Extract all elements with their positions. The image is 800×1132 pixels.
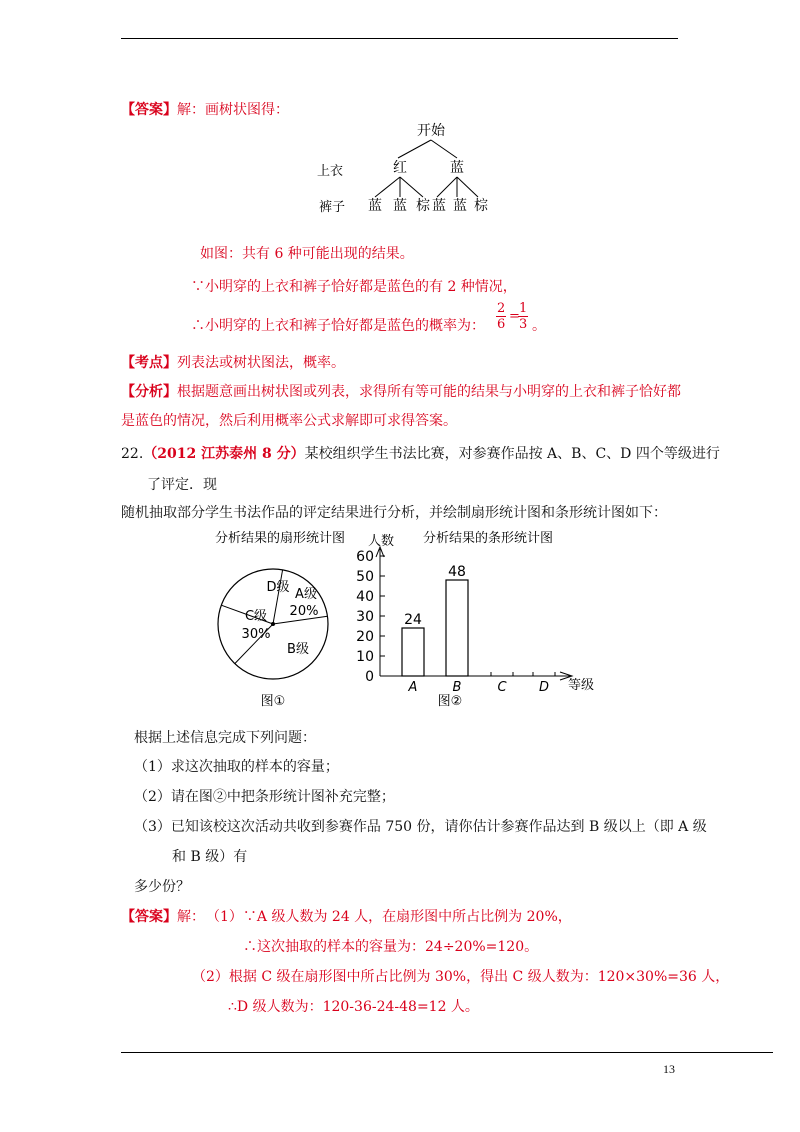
tree-diagram: [305, 115, 505, 225]
question-22-line-3: 随机抽取部分学生书法作品的评定结果进行分析，并绘制扇形统计图和条形统计图如下：: [121, 505, 667, 521]
answer-2-line-2: ∴这次抽取的样本的容量为：24÷20%=120。: [243, 939, 539, 955]
pie-pct-c: 30%: [241, 627, 271, 642]
question-number: 22.: [121, 446, 144, 462]
bar-chart: [358, 527, 608, 712]
answer-text: 解：画树状图得：: [177, 102, 289, 118]
tree-leaf-5: 蓝: [453, 198, 467, 214]
answer-1-line: [121, 99, 289, 119]
pie-label-d: D级: [266, 580, 290, 595]
x-tick-label-D: D: [538, 680, 550, 695]
x-tick-label-B: B: [452, 680, 462, 695]
answer-2-line-3: （2）根据 C 级在扇形图中所占比例为 30%，得出 C 级人数为：120×30%=36 人，: [192, 969, 730, 985]
kaodian-label: 【考点】: [121, 355, 177, 371]
fenxi-line-1: [121, 381, 681, 401]
fraction-numerator: 2: [497, 301, 506, 316]
kaodian-line: [121, 352, 345, 372]
y-tick-label-10: 10: [356, 649, 374, 665]
y-tick-label-60: 60: [356, 549, 374, 565]
pie-caption: 图①: [260, 694, 286, 709]
fenxi-line-2: 是蓝色的情况，然后利用概率公式求解即可求得答案。: [121, 413, 457, 429]
tree-leaf-4: 蓝: [432, 198, 446, 214]
y-tick-label-50: 50: [356, 569, 374, 585]
bar-B: [446, 580, 468, 676]
fraction-1-3: [518, 301, 528, 332]
answer-2-prefix: 解：: [177, 909, 205, 925]
fraction-numerator: 1: [519, 301, 528, 316]
sub-question-3-line-3: 多少份？: [134, 879, 190, 895]
answer-2-line-4: ∴D 级人数为：120-36-24-48=12 人。: [228, 999, 479, 1015]
page-number: 13: [663, 1062, 675, 1076]
solution-1-line-3: ∴小明穿的上衣和裤子恰好都是蓝色的概率为：: [191, 318, 485, 334]
pie-label-b: B级: [287, 642, 309, 657]
sub-question-1: （1）求这次抽取的样本的容量；: [134, 759, 339, 775]
tree-level1-red: 红: [393, 160, 407, 176]
x-tick-label-A: A: [408, 680, 418, 695]
solution-1-line-2: ∵小明穿的上衣和裤子恰好都是蓝色的有 2 种情况，: [191, 279, 517, 295]
pie-label-c: C级: [244, 609, 268, 624]
y-tick-label-20: 20: [356, 629, 374, 645]
tree-leaf-1: 蓝: [368, 198, 382, 214]
pie-pct-a: 20%: [289, 604, 319, 619]
bar-plot-area: [356, 547, 572, 695]
question-22-line-1: [121, 443, 720, 463]
tree-leaf-3: 棕: [416, 198, 430, 214]
sub-question-3-line-2: 和 B 级）有: [172, 849, 248, 865]
kaodian-text: 列表法或树状图法，概率。: [177, 355, 345, 371]
tree-level1-label: 上衣: [317, 164, 344, 179]
fraction-2-6: [496, 301, 506, 332]
solution-1-suffix: 。: [532, 318, 546, 334]
equals-sign: =: [509, 309, 520, 324]
fenxi-label: 【分析】: [121, 384, 177, 400]
bar-chart-ylabel: 人数: [368, 534, 395, 549]
pie-center: [271, 622, 275, 626]
pie-divider-top: [273, 570, 283, 624]
bar-chart-title: 分析结果的条形统计图: [422, 531, 554, 546]
tree-leaf-6: 棕: [474, 198, 488, 214]
bar-value-label-A: 24: [404, 612, 422, 628]
question-text-1: 某校组织学生书法比赛，对参赛作品按 A、B、C、D 四个等级进行: [304, 446, 720, 462]
bar-value-label-B: 48: [448, 564, 466, 580]
answer-label: 【答案】: [121, 102, 177, 118]
answer-2-label: 【答案】: [121, 909, 177, 925]
x-tick-label-C: C: [497, 680, 507, 695]
fenxi-text-1: 根据题意画出树状图或列表，求得所有等可能的结果与小明穿的上衣和裤子恰好都: [177, 384, 681, 400]
question-source: （2012 江苏泰州 8 分）: [143, 446, 305, 462]
question-22-line-2: 了评定．现: [147, 477, 217, 493]
solution-1-line-1: 如图：共有 6 种可能出现的结果。: [200, 246, 414, 262]
bar-A: [402, 628, 424, 676]
fraction-denominator: 3: [519, 317, 528, 332]
question-prompt: 根据上述信息完成下列问题：: [134, 730, 316, 746]
bar-chart-xlabel: 等级: [568, 678, 595, 693]
sub-question-3-line-1: （3）已知该校这次活动共收到参赛作品 750 份，请你估计参赛作品达到 B 级以上（即 A 级: [134, 819, 707, 835]
pie-chart: [210, 527, 360, 712]
tree-level2-label: 裤子: [319, 200, 346, 215]
tree-leaf-2: 蓝: [393, 198, 407, 214]
tree-level1-blue: 蓝: [450, 160, 464, 176]
fraction-denominator: 6: [497, 317, 506, 332]
header-rule: [121, 38, 678, 39]
y-tick-label-30: 30: [356, 609, 374, 625]
sub-question-2: （2）请在图②中把条形统计图补充完整；: [134, 789, 395, 805]
footer-rule: [121, 1052, 773, 1053]
answer-2-line-1: [121, 906, 572, 926]
y-tick-label-40: 40: [356, 589, 374, 605]
y-tick-label-0: 0: [365, 669, 374, 685]
answer-2-text-1: （1）∵A 级人数为 24 人，在扇形图中所占比例为 20%，: [213, 909, 572, 925]
bar-chart-caption: 图②: [437, 694, 463, 709]
tree-root: 开始: [417, 123, 445, 139]
pie-title: 分析结果的扇形统计图: [214, 531, 346, 546]
pie-label-a: A级: [295, 587, 317, 602]
